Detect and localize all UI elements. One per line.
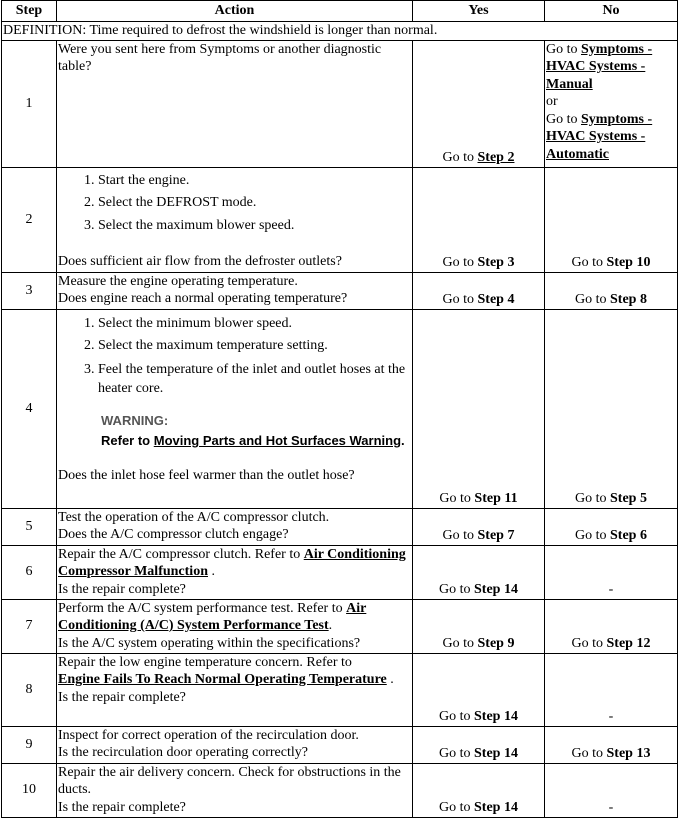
step-number: 9 [2,726,57,763]
no-step-link[interactable]: Step 12 [606,636,651,651]
action-text: Repair the air delivery concern. Check for obstructions in the ducts. [58,764,401,797]
action-list [58,170,411,238]
go-to-label: Go to [546,41,578,57]
yes-step-link[interactable]: Step 14 [474,746,518,761]
no-cell [545,272,678,309]
action-suffix: . [328,618,333,633]
yes-cell [413,40,545,167]
table-row [2,653,678,726]
table-row [2,167,678,272]
header-row [2,1,678,22]
go-to-label: Go to [439,746,471,761]
yes-step-link[interactable]: Step 4 [477,292,515,307]
yes-cell [413,726,545,763]
warning-title: WARNING: [101,412,169,428]
list-item: 2. Select the maximum temperature setting. [98,335,411,358]
yes-cell [413,309,545,508]
no-step-link[interactable]: Step 8 [610,292,647,307]
definition-row [2,22,678,41]
step-number: 6 [2,545,57,599]
warning-prefix: Refer to [101,433,151,448]
engine-temperature-link[interactable]: Engine Fails To Reach Normal Operating Temperature [58,672,387,687]
no-action-dash: - [608,582,614,597]
no-cell [545,40,678,167]
list-item: 3. Select the maximum blower speed. [98,215,411,238]
action-cell [57,545,413,599]
yes-cell [413,272,545,309]
go-to-label: Go to [442,255,475,270]
no-action-dash: - [608,709,614,724]
yes-step-link[interactable]: Step 11 [474,491,518,506]
table-row [2,272,678,309]
no-cell [545,545,678,599]
no-cell [545,763,678,817]
go-to-label: Go to [571,255,604,270]
no-step-link[interactable]: Step 10 [606,255,651,270]
go-to-label: Go to [571,746,604,761]
no-cell [545,508,678,545]
step-number: 3 [2,272,57,309]
question-text: Does the inlet hose feel warmer than the outlet hose? [58,468,355,483]
question-text: Does sufficient air flow from the defroster outlets? [58,254,342,269]
definition-text: DEFINITION: Time required to defrost the windshield is longer than normal. [2,22,678,41]
table-row [2,599,678,653]
table-row [2,545,678,599]
question-text: Is the A/C system operating within the specifications? [58,635,361,651]
ac-performance-test-link[interactable]: Air Conditioning (A/C) System Performance Test [58,600,367,633]
action-text: Test the operation of the A/C compressor clutch. [58,509,330,525]
step-number: 8 [2,653,57,726]
action-suffix: . [390,672,394,687]
step-number: 1 [2,40,57,167]
go-to-label: Go to [439,491,471,506]
go-to-label: Go to [575,292,607,307]
action-text: Were you sent here from Symptoms or another diagnostic table? [58,41,382,74]
action-cell [57,726,413,763]
table-row [2,726,678,763]
warning-suffix: . [401,433,405,448]
question-text: Is the repair complete? [58,581,186,597]
yes-step-link[interactable]: Step 14 [474,582,518,597]
list-item: 1. Select the minimum blower speed. [98,313,411,336]
go-to-label: Go to [439,800,471,815]
list-item: 3. Feel the temperature of the inlet and outlet hoses at the heater core. [98,358,411,398]
action-text: Repair the low engine temperature concern. Refer to [58,654,352,670]
question-text: Does engine reach a normal operating temperature? [58,291,348,306]
question-text: Is the recirculation door operating correctly? [58,745,308,760]
go-to-label: Go to [546,111,578,127]
question-text: Is the repair complete? [58,689,186,705]
step-number: 7 [2,599,57,653]
yes-step-link[interactable]: Step 14 [474,800,518,815]
action-cell [57,599,413,653]
yes-cell [413,599,545,653]
no-cell [545,599,678,653]
table-row [2,763,678,817]
go-to-label: Go to [439,582,471,597]
list-item: 2. Select the DEFROST mode. [98,192,411,215]
step-number: 2 [2,167,57,272]
symptoms-automatic-link[interactable]: Symptoms - HVAC Systems - Automatic [546,111,653,162]
warning-body [101,433,411,449]
no-cell [545,309,678,508]
yes-step-link[interactable]: Step 9 [477,636,515,651]
list-item: 1. Start the engine. [98,170,411,193]
action-cell [57,40,413,167]
action-cell [57,653,413,726]
no-step-link[interactable]: Step 5 [610,491,647,506]
compressor-malfunction-link[interactable]: Air Conditioning Compressor Malfunction [58,546,406,579]
yes-step-link[interactable]: Step 2 [477,150,515,165]
no-step-link[interactable]: Step 6 [610,528,647,543]
go-to-label: Go to [442,292,475,307]
yes-cell [413,545,545,599]
yes-cell [413,763,545,817]
yes-cell [413,653,545,726]
yes-step-link[interactable]: Step 3 [477,255,515,270]
no-step-link[interactable]: Step 13 [606,746,651,761]
moving-parts-warning-link[interactable]: Moving Parts and Hot Surfaces Warning [153,433,402,448]
no-action-dash: - [608,800,614,815]
header-yes: Yes [413,1,545,22]
go-to-label: Go to [439,709,471,724]
step-number: 4 [2,309,57,508]
action-suffix: . [211,564,215,579]
action-cell [57,763,413,817]
or-label: or [546,94,558,109]
action-text: Inspect for correct operation of the recirculation door. [58,727,359,743]
go-to-label: Go to [442,150,475,165]
symptoms-manual-link[interactable]: Symptoms - HVAC Systems - Manual [546,41,653,92]
no-cell [545,726,678,763]
question-text: Is the repair complete? [58,799,186,815]
action-text: Repair the A/C compressor clutch. Refer to [58,546,301,562]
go-to-label: Go to [442,528,475,543]
header-action: Action [57,1,413,22]
table-row [2,40,678,167]
go-to-label: Go to [575,528,607,543]
action-cell [57,508,413,545]
action-list [58,313,411,398]
step-number: 5 [2,508,57,545]
go-to-label: Go to [575,491,607,506]
action-cell [57,272,413,309]
go-to-label: Go to [442,636,475,651]
step-number: 10 [2,763,57,817]
no-cell [545,167,678,272]
diagnostic-table [1,0,678,818]
yes-cell [413,167,545,272]
action-cell [57,309,413,508]
table-row [2,309,678,508]
go-to-label: Go to [571,636,604,651]
yes-step-link[interactable]: Step 14 [474,709,518,724]
yes-step-link[interactable]: Step 7 [477,528,515,543]
table-row [2,508,678,545]
no-cell [545,653,678,726]
question-text: Does the A/C compressor clutch engage? [58,527,289,542]
action-text: Measure the engine operating temperature. [58,273,298,289]
yes-cell [413,508,545,545]
action-text: Perform the A/C system performance test. Refer to [58,600,343,616]
header-no: No [545,1,678,22]
header-step: Step [2,1,57,22]
action-cell [57,167,413,272]
